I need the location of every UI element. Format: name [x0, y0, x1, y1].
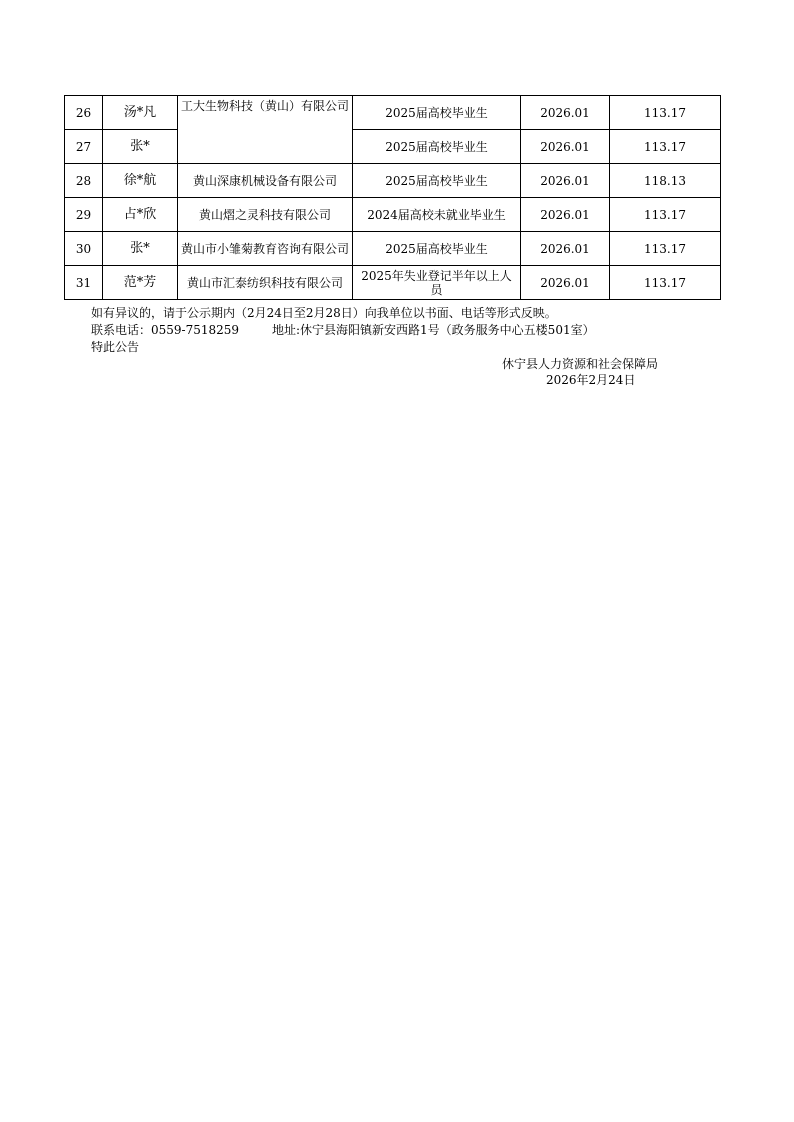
table-row [65, 96, 721, 130]
row-number: 26 [65, 96, 103, 130]
company-name: 工大生物科技（黄山）有限公司 [178, 96, 353, 164]
contact-address: 地址:休宁县海阳镇新安西路1号（政务服务中心五楼501室） [272, 323, 595, 337]
issue-date: 2026年2月24日 [546, 373, 636, 387]
table-row [65, 266, 721, 300]
subsidy-period: 2026.01 [521, 198, 610, 232]
subsidy-period: 2026.01 [521, 232, 610, 266]
subsidy-amount: 113.17 [610, 96, 721, 130]
subsidy-amount: 113.17 [610, 130, 721, 164]
table-row [65, 232, 721, 266]
company-name: 黄山深康机械设备有限公司 [178, 164, 353, 198]
person-name: 占*欣 [103, 198, 178, 232]
objection-notice: 如有异议的，请于公示期内（2月24日至2月28日）向我单位以书面、电话等形式反映。 [91, 306, 557, 320]
subsidy-amount: 118.13 [610, 164, 721, 198]
row-number: 30 [65, 232, 103, 266]
subsidy-period: 2026.01 [521, 130, 610, 164]
closing-statement: 特此公告 [91, 340, 140, 354]
row-number: 29 [65, 198, 103, 232]
row-number: 28 [65, 164, 103, 198]
table-row [65, 130, 721, 164]
person-category: 2024届高校未就业毕业生 [353, 198, 521, 232]
company-name: 黄山市汇泰纺织科技有限公司 [178, 266, 353, 300]
person-category: 2025届高校毕业生 [353, 232, 521, 266]
row-number: 27 [65, 130, 103, 164]
subsidy-period: 2026.01 [521, 164, 610, 198]
issuing-organization: 休宁县人力资源和社会保障局 [502, 357, 659, 371]
company-name: 黄山熠之灵科技有限公司 [178, 198, 353, 232]
person-name: 徐*航 [103, 164, 178, 198]
company-name: 黄山市小雏菊教育咨询有限公司 [178, 232, 353, 266]
subsidy-amount: 113.17 [610, 232, 721, 266]
person-name: 张* [103, 130, 178, 164]
person-name: 范*芳 [103, 266, 178, 300]
row-number: 31 [65, 266, 103, 300]
person-name: 张* [103, 232, 178, 266]
subsidy-amount: 113.17 [610, 198, 721, 232]
person-category: 2025年失业登记半年以上人员 [353, 266, 521, 300]
person-category: 2025届高校毕业生 [353, 164, 521, 198]
subsidy-amount: 113.17 [610, 266, 721, 300]
subsidy-period: 2026.01 [521, 96, 610, 130]
person-name: 汤*凡 [103, 96, 178, 130]
recipients-table [64, 95, 721, 300]
person-category: 2025届高校毕业生 [353, 130, 521, 164]
subsidy-period: 2026.01 [521, 266, 610, 300]
contact-phone: 联系电话：0559-7518259 [91, 323, 240, 337]
table-row [65, 164, 721, 198]
person-category: 2025届高校毕业生 [353, 96, 521, 130]
table-row [65, 198, 721, 232]
